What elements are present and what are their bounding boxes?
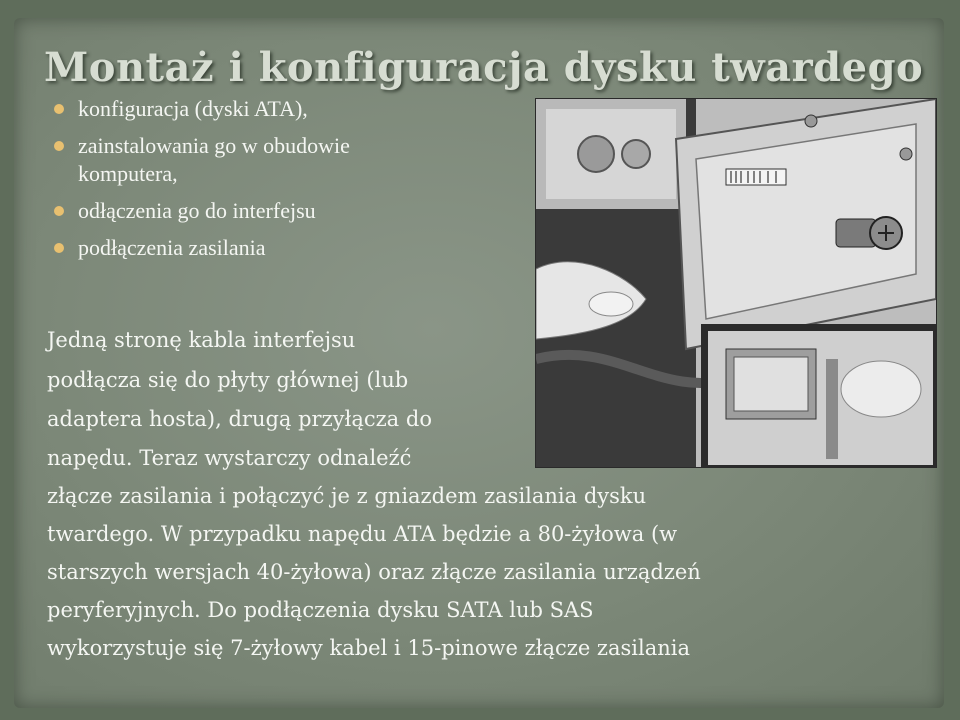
paragraph-line: podłącza się do płyty głównej (lub bbox=[47, 368, 409, 392]
paragraph-line: twardego. W przypadku napędu ATA będzie a 80-żyłowa (w bbox=[47, 522, 678, 546]
paragraph-line: Jedną stronę kabla interfejsu bbox=[47, 328, 356, 352]
bullet-text: podłączenia zasilania bbox=[78, 235, 266, 260]
bullet-item bbox=[50, 132, 498, 188]
bullet-dot-icon bbox=[54, 206, 64, 216]
paragraph-line: wykorzystuje się 7-żyłowy kabel i 15-pinowe złącze zasilania bbox=[47, 636, 690, 660]
hard-drive-photo-illustration bbox=[536, 99, 936, 467]
paragraph-line: złącze zasilania i połączyć je z gniazdem zasilania dysku bbox=[47, 484, 647, 508]
paragraph-line: peryferyjnych. Do podłączenia dysku SATA lub SAS bbox=[47, 598, 594, 622]
paragraph-line: adaptera hosta), drugą przyłącza do bbox=[47, 407, 432, 431]
bullet-item bbox=[50, 234, 510, 262]
hard-drive-installation-photo bbox=[535, 98, 937, 468]
paragraph-line: napędu. Teraz wystarczy odnaleźć bbox=[47, 446, 412, 470]
bullet-dot-icon bbox=[54, 141, 64, 151]
bullet-text: zainstalowania go w obudowie komputera, bbox=[78, 133, 350, 186]
bullet-item bbox=[50, 197, 510, 225]
bullet-dot-icon bbox=[54, 243, 64, 253]
bullet-list bbox=[50, 95, 510, 271]
slide-title: Montaż i konfiguracja dysku twardego bbox=[44, 44, 924, 91]
paragraph-line: starszych wersjach 40-żyłowa) oraz złącze zasilania urządzeń bbox=[47, 560, 701, 584]
bullet-item bbox=[50, 95, 510, 123]
bullet-text: konfiguracja (dyski ATA), bbox=[78, 96, 308, 121]
bullet-dot-icon bbox=[54, 104, 64, 114]
bullet-text: odłączenia go do interfejsu bbox=[78, 198, 316, 223]
